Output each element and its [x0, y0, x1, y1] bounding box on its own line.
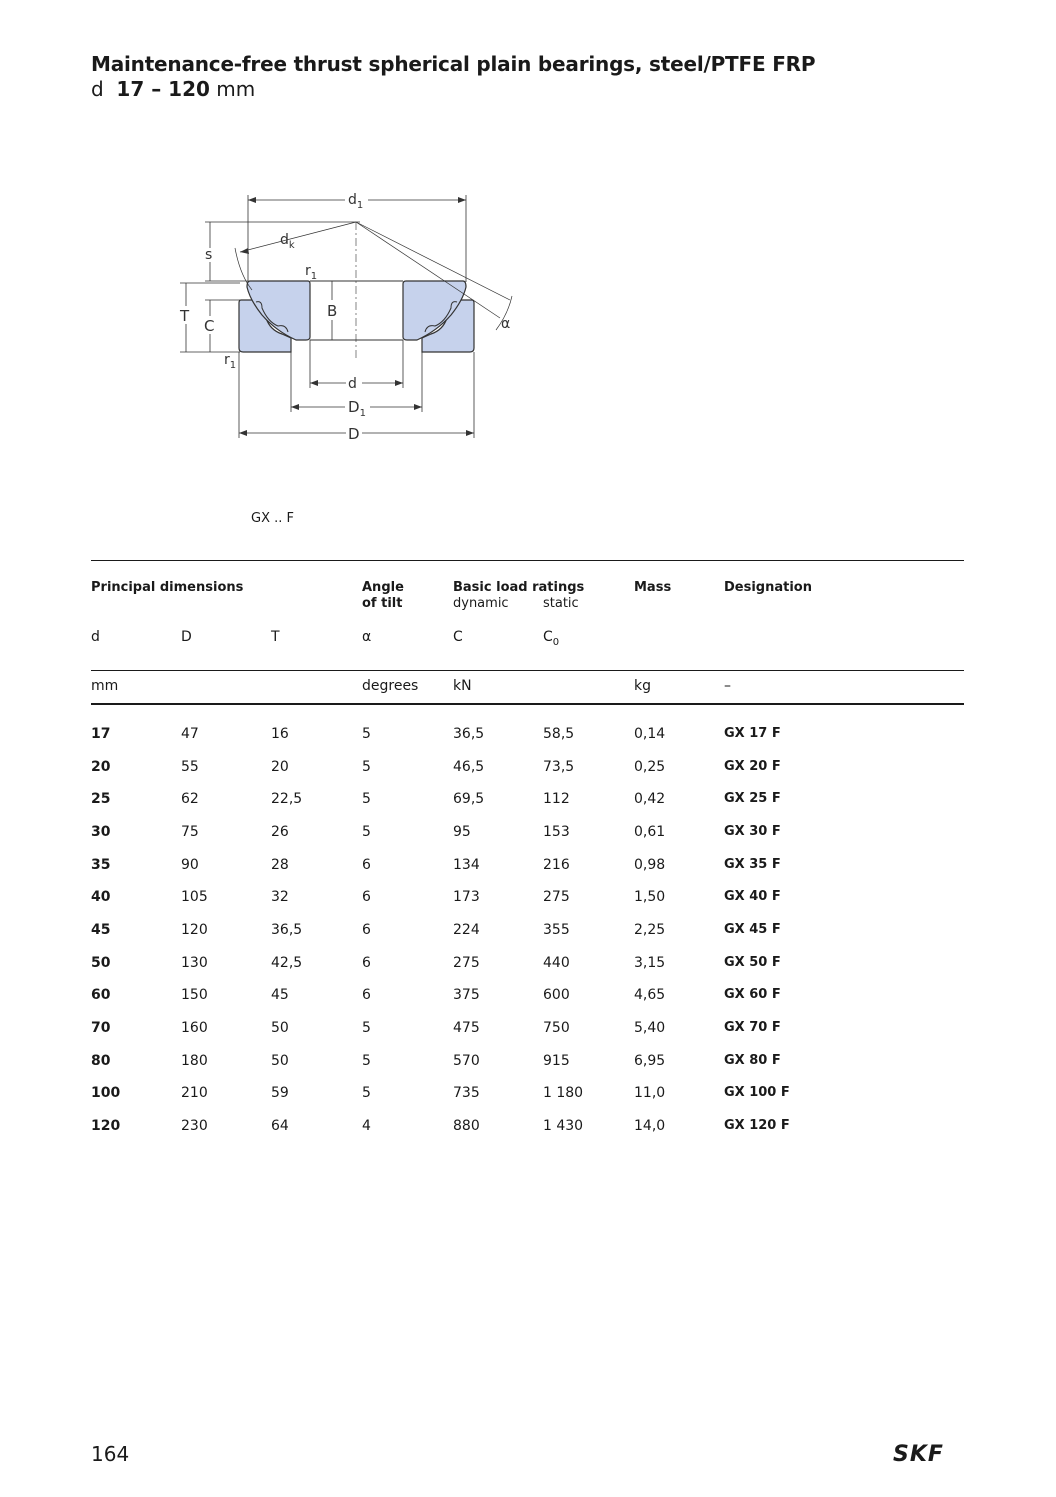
cell-D: 150	[181, 987, 208, 1003]
cell-mass: 3,15	[634, 955, 666, 971]
table-row	[0, 954, 1056, 974]
cell-designation: GX 40 F	[724, 889, 781, 904]
cell-designation: GX 25 F	[724, 791, 781, 806]
cell-C0: 153	[543, 824, 570, 840]
cell-C0: 1 180	[543, 1085, 584, 1101]
label-r1-bottom: r	[224, 352, 230, 368]
header-basic-load-ratings: Basic load ratings	[453, 580, 585, 595]
cell-alpha: 6	[362, 955, 371, 971]
label-d: d	[348, 376, 357, 392]
cell-T: 22,5	[271, 791, 303, 807]
cell-T: 36,5	[271, 922, 303, 938]
cell-C0: 275	[543, 889, 570, 905]
page-title: Maintenance-free thrust spherical plain bearings, steel/PTFE FRP	[91, 52, 816, 76]
label-r1-top: r	[305, 263, 311, 279]
label-r1-top-sub: 1	[310, 271, 318, 282]
cell-C0: 112	[543, 791, 570, 807]
label-D: D	[348, 425, 360, 443]
header-principal-dimensions: Principal dimensions	[91, 580, 244, 595]
subtitle-unit: mm	[216, 77, 256, 101]
svg-text:dk	[280, 232, 295, 251]
cell-D: 75	[181, 824, 199, 840]
svg-text:r1	[224, 352, 236, 371]
subtitle-symbol: d	[91, 77, 104, 101]
cell-D: 90	[181, 857, 199, 873]
cell-C: 375	[453, 987, 480, 1003]
table-row	[0, 1084, 1056, 1104]
table-row	[0, 1117, 1056, 1137]
cell-C: 95	[453, 824, 471, 840]
symbol-D: D	[181, 629, 192, 645]
cell-C: 69,5	[453, 791, 485, 807]
label-d1: d	[348, 192, 357, 208]
cell-D: 62	[181, 791, 199, 807]
cell-d: 80	[91, 1053, 111, 1069]
header-mass: Mass	[634, 580, 672, 595]
label-T: T	[180, 307, 190, 325]
header-angle	[362, 580, 404, 612]
table-top-rule	[91, 560, 964, 561]
cell-D: 210	[181, 1085, 208, 1101]
cell-C0: 1 430	[543, 1118, 584, 1134]
table-row	[0, 986, 1056, 1006]
cell-T: 64	[271, 1118, 289, 1134]
unit-degrees: degrees	[362, 678, 419, 694]
subheader-dynamic: dynamic	[453, 596, 509, 611]
cell-alpha: 5	[362, 1085, 371, 1101]
cell-T: 32	[271, 889, 289, 905]
cell-C: 46,5	[453, 759, 485, 775]
cell-T: 20	[271, 759, 289, 775]
cell-designation: GX 50 F	[724, 955, 781, 970]
bearing-diagram	[170, 180, 530, 450]
cell-C: 880	[453, 1118, 480, 1134]
label-alpha: α	[501, 316, 511, 332]
page-number: 164	[91, 1442, 130, 1466]
cell-C0: 600	[543, 987, 570, 1003]
label-D1-sub: 1	[359, 408, 366, 419]
header-angle-line1: Angle	[362, 580, 404, 595]
cell-C: 224	[453, 922, 480, 938]
cell-mass: 11,0	[634, 1085, 666, 1101]
header-designation: Designation	[724, 580, 812, 595]
cell-D: 230	[181, 1118, 208, 1134]
cell-d: 60	[91, 987, 111, 1003]
cell-designation: GX 70 F	[724, 1020, 781, 1035]
cell-d: 70	[91, 1020, 111, 1036]
cell-D: 105	[181, 889, 208, 905]
table-row	[0, 725, 1056, 745]
cell-C: 36,5	[453, 726, 485, 742]
cell-alpha: 5	[362, 1020, 371, 1036]
skf-logo	[893, 1442, 967, 1464]
cell-mass: 6,95	[634, 1053, 666, 1069]
table-row	[0, 1052, 1056, 1072]
symbol-T: T	[271, 629, 280, 645]
cell-alpha: 5	[362, 1053, 371, 1069]
cell-designation: GX 80 F	[724, 1053, 781, 1068]
cell-D: 55	[181, 759, 199, 775]
label-s: s	[205, 247, 213, 263]
cell-C0: 750	[543, 1020, 570, 1036]
label-dk: d	[280, 232, 289, 248]
table-row	[0, 823, 1056, 843]
cell-alpha: 6	[362, 987, 371, 1003]
cell-d: 20	[91, 759, 111, 775]
cell-alpha: 5	[362, 726, 371, 742]
cell-C: 570	[453, 1053, 480, 1069]
cell-D: 160	[181, 1020, 208, 1036]
table-units-rule	[91, 670, 964, 671]
symbol-C0-sub: 0	[552, 636, 560, 648]
cell-C: 275	[453, 955, 480, 971]
cell-alpha: 5	[362, 759, 371, 775]
cell-T: 50	[271, 1020, 289, 1036]
cell-C0: 73,5	[543, 759, 575, 775]
svg-text:r1	[305, 263, 317, 282]
cell-mass: 14,0	[634, 1118, 666, 1134]
cell-C: 475	[453, 1020, 480, 1036]
symbol-alpha: α	[362, 629, 372, 645]
table-row	[0, 856, 1056, 876]
cell-designation: GX 20 F	[724, 759, 781, 774]
label-D1: D	[348, 398, 360, 416]
cell-d: 35	[91, 857, 111, 873]
cell-mass: 2,25	[634, 922, 666, 938]
cell-mass: 4,65	[634, 987, 666, 1003]
cell-C0: 915	[543, 1053, 570, 1069]
cell-T: 45	[271, 987, 289, 1003]
cell-d: 45	[91, 922, 111, 938]
cell-D: 180	[181, 1053, 208, 1069]
cell-alpha: 5	[362, 791, 371, 807]
cell-T: 26	[271, 824, 289, 840]
cell-D: 130	[181, 955, 208, 971]
cell-designation: GX 35 F	[724, 857, 781, 872]
table-row	[0, 790, 1056, 810]
table-row	[0, 758, 1056, 778]
cell-d: 17	[91, 726, 111, 742]
cell-C: 735	[453, 1085, 480, 1101]
symbol-C0-base: C	[543, 629, 553, 645]
cell-d: 30	[91, 824, 111, 840]
unit-mm: mm	[91, 678, 119, 694]
label-r1-bottom-sub: 1	[229, 360, 237, 371]
cell-T: 42,5	[271, 955, 303, 971]
table-row	[0, 1019, 1056, 1039]
cell-C: 173	[453, 889, 480, 905]
cell-mass: 5,40	[634, 1020, 666, 1036]
page-subtitle	[91, 77, 255, 101]
cell-designation: GX 17 F	[724, 726, 781, 741]
cell-mass: 0,14	[634, 726, 666, 742]
subheader-static: static	[543, 596, 579, 611]
table-row	[0, 921, 1056, 941]
unit-kN: kN	[453, 678, 472, 694]
symbol-C: C	[453, 629, 463, 645]
cell-d: 40	[91, 889, 111, 905]
cell-D: 120	[181, 922, 208, 938]
cell-D: 47	[181, 726, 199, 742]
cell-alpha: 6	[362, 922, 371, 938]
header-angle-line2: of tilt	[362, 596, 403, 611]
cell-mass: 1,50	[634, 889, 666, 905]
cell-C: 134	[453, 857, 480, 873]
unit-kg: kg	[634, 678, 651, 694]
unit-dash: –	[724, 678, 731, 694]
cell-designation: GX 120 F	[724, 1118, 790, 1133]
label-d1-sub: 1	[356, 200, 364, 211]
cell-designation: GX 60 F	[724, 987, 781, 1002]
cell-C0: 216	[543, 857, 570, 873]
cell-C0: 440	[543, 955, 570, 971]
cell-C0: 355	[543, 922, 570, 938]
cell-d: 100	[91, 1085, 121, 1101]
cell-designation: GX 45 F	[724, 922, 781, 937]
cell-mass: 0,25	[634, 759, 666, 775]
cell-mass: 0,61	[634, 824, 666, 840]
table-header-rule	[91, 703, 964, 705]
cell-T: 16	[271, 726, 289, 742]
svg-text:D1	[348, 398, 366, 419]
symbol-d: d	[91, 629, 100, 645]
cell-T: 28	[271, 857, 289, 873]
cell-T: 59	[271, 1085, 289, 1101]
cell-designation: GX 30 F	[724, 824, 781, 839]
skf-logo-text: SKF	[893, 1442, 944, 1464]
cell-d: 50	[91, 955, 111, 971]
cell-T: 50	[271, 1053, 289, 1069]
cell-alpha: 5	[362, 824, 371, 840]
svg-text:d1	[348, 192, 363, 211]
cell-designation: GX 100 F	[724, 1085, 790, 1100]
label-dk-sub: k	[288, 240, 295, 251]
cell-C0: 58,5	[543, 726, 575, 742]
cell-alpha: 6	[362, 857, 371, 873]
cell-alpha: 4	[362, 1118, 371, 1134]
diagram-caption: GX .. F	[251, 511, 294, 526]
symbol-C0	[543, 629, 559, 651]
table-row	[0, 888, 1056, 908]
cell-alpha: 6	[362, 889, 371, 905]
cell-mass: 0,42	[634, 791, 666, 807]
cell-d: 120	[91, 1118, 121, 1134]
label-B: B	[327, 302, 338, 320]
label-C: C	[204, 317, 215, 335]
cell-mass: 0,98	[634, 857, 666, 873]
subtitle-range: 17 – 120	[116, 77, 210, 101]
cell-d: 25	[91, 791, 111, 807]
